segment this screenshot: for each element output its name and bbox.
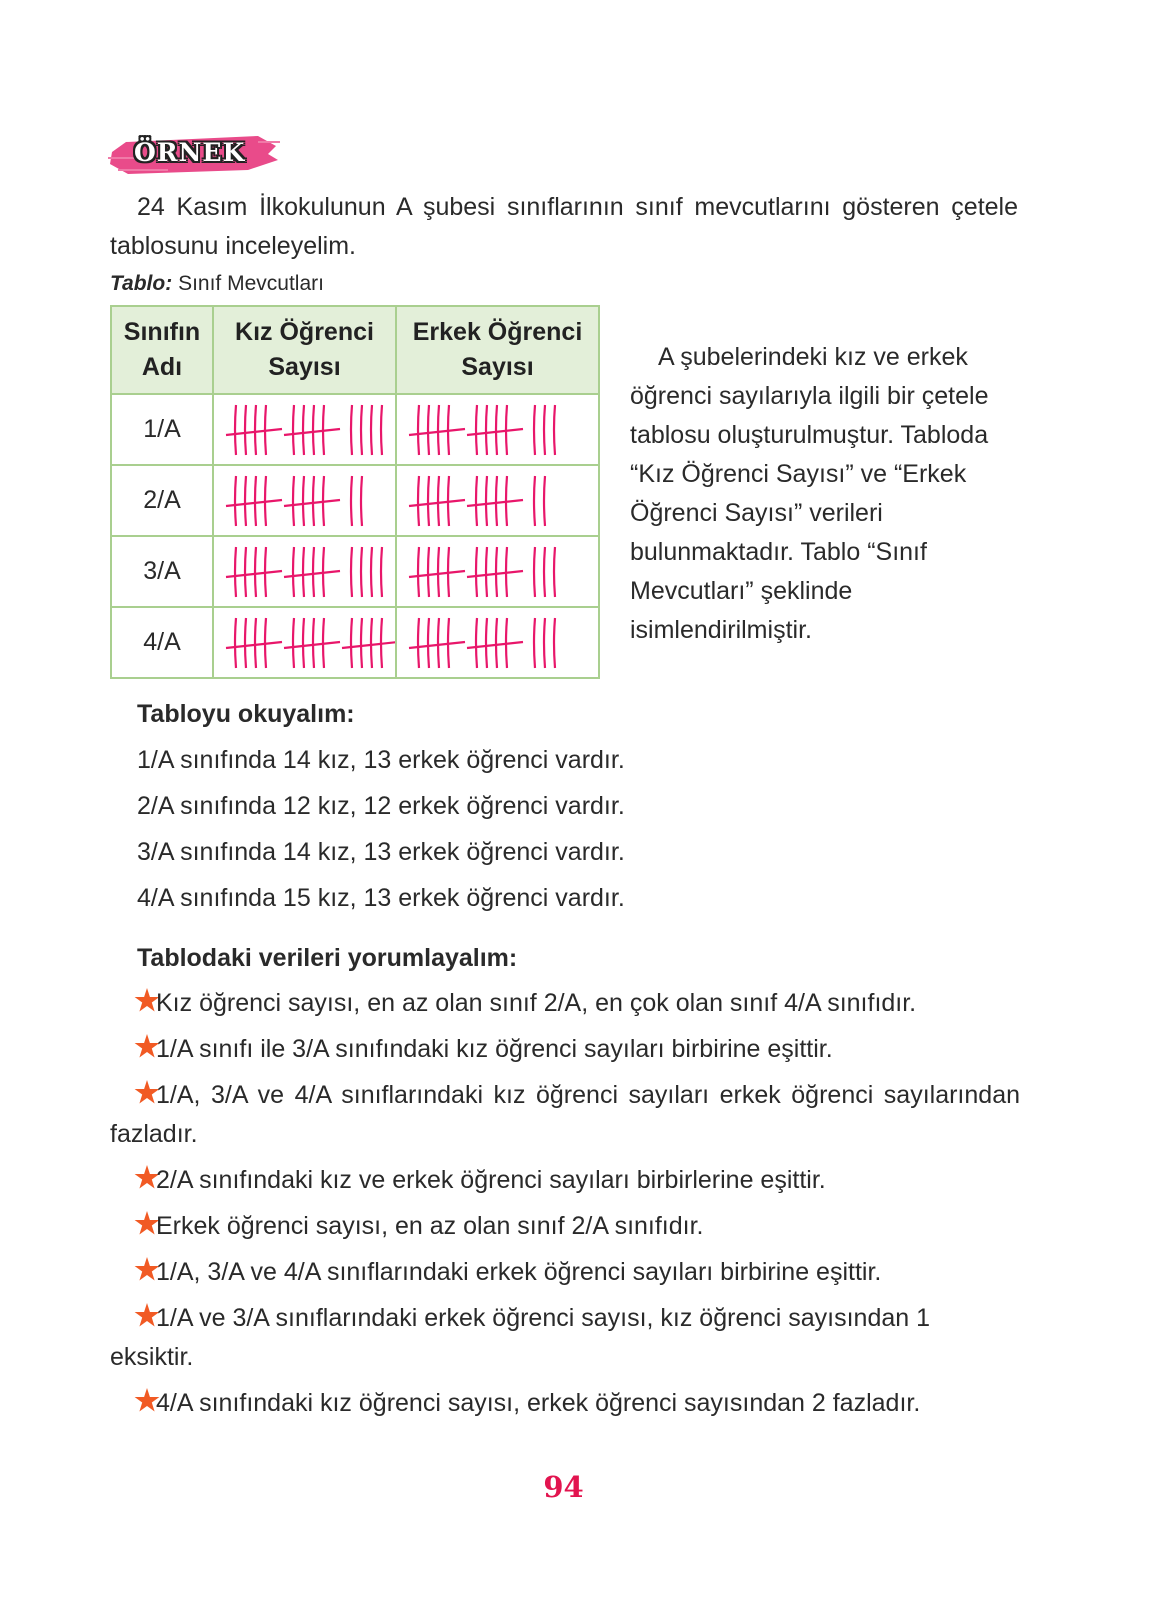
- interpret-title: Tablodaki verileri yorumlayalım:: [137, 944, 518, 972]
- tally-marks: [214, 395, 395, 464]
- table-row: [111, 607, 599, 678]
- tally-stroke: [544, 618, 545, 668]
- tally-stroke: [544, 476, 545, 526]
- bullet-item: [110, 1253, 1020, 1292]
- bullet-item: [110, 1076, 1020, 1154]
- tally-stroke: [235, 405, 236, 455]
- tally-stroke: [235, 547, 236, 597]
- star-icon: [110, 1299, 156, 1338]
- boys-tally: [396, 394, 599, 465]
- tally-stroke: [235, 476, 236, 526]
- class-name: 4/A: [111, 607, 213, 678]
- tally-stroke: [313, 476, 314, 526]
- class-name: 3/A: [111, 536, 213, 607]
- side-paragraph: [630, 338, 1015, 650]
- intro-text: 24 Kasım İlkokulunun A şubesi sınıflarının sınıf mevcutlarını gösteren çetele tablosunu inceleyelim.: [110, 193, 1018, 260]
- class-name: 1/A: [111, 394, 213, 465]
- tally-stroke: [486, 476, 487, 526]
- tally-stroke: [245, 618, 246, 668]
- header-girls: [213, 306, 396, 394]
- tally-stroke: [371, 405, 372, 455]
- tally-stroke: [293, 476, 294, 526]
- tally-stroke: [496, 618, 497, 668]
- star-icon: [110, 1384, 156, 1423]
- tally-stroke: [544, 405, 545, 455]
- tally-marks: [397, 395, 598, 464]
- side-text: A şubelerindeki kız ve erkek öğrenci sayılarıyla ilgili bir çetele tablosu oluşturulmuştur. Tabloda “Kız Öğrenci Sayısı” ve “Erkek Öğrenci Sayısı” verileri bulunmaktadır. Tablo “Sınıf Mevcutları” şeklinde isimlendirilmiştir.: [630, 343, 989, 644]
- tally-marks: [214, 537, 395, 606]
- tally-stroke: [438, 618, 439, 668]
- tally-stroke: [313, 405, 314, 455]
- tally-stroke: [245, 547, 246, 597]
- tally-stroke: [293, 618, 294, 668]
- tally-stroke: [235, 618, 236, 668]
- girls-tally: [213, 394, 396, 465]
- star-icon: [110, 1076, 156, 1115]
- tally-stroke: [303, 476, 304, 526]
- tally-table: [110, 305, 600, 679]
- bullet-text: 2/A sınıfındaki kız ve erkek öğrenci sayıları birbirlerine eşittir.: [156, 1166, 826, 1194]
- reading-line: 3/A sınıfında 14 kız, 13 erkek öğrenci vardır.: [137, 838, 625, 866]
- tally-stroke: [534, 618, 535, 668]
- girls-tally: [213, 465, 396, 536]
- header-boys: [396, 306, 599, 394]
- bullet-item: [110, 1299, 1020, 1377]
- caption-title: Sınıf Mevcutları: [178, 272, 324, 295]
- tally-stroke: [544, 547, 545, 597]
- table-row: [111, 465, 599, 536]
- tally-stroke: [486, 405, 487, 455]
- bullet-text: 4/A sınıfındaki kız öğrenci sayısı, erkek öğrenci sayısından 2 fazladır.: [156, 1389, 921, 1417]
- tally-stroke: [476, 476, 477, 526]
- tally-stroke: [255, 476, 256, 526]
- tally-stroke: [418, 476, 419, 526]
- tally-stroke: [418, 547, 419, 597]
- bullet-item: [110, 1161, 1020, 1200]
- tally-stroke: [496, 476, 497, 526]
- table-row: [111, 394, 599, 465]
- header-text: Kız Öğrenci: [235, 318, 374, 346]
- tally-stroke: [245, 476, 246, 526]
- intro-paragraph: [110, 188, 1018, 266]
- tally-stroke: [476, 547, 477, 597]
- girls-tally: [213, 607, 396, 678]
- header-text: Adı: [141, 353, 183, 381]
- reading-title: Tabloyu okuyalım:: [137, 700, 355, 728]
- tally-stroke: [418, 405, 419, 455]
- table-caption: [110, 272, 324, 296]
- tally-stroke: [428, 405, 429, 455]
- tally-stroke: [293, 405, 294, 455]
- bullet-item: [110, 1207, 1020, 1246]
- tally-stroke: [255, 618, 256, 668]
- tally-stroke: [313, 547, 314, 597]
- header-text: Sınıfın: [123, 318, 201, 346]
- table-row: [111, 536, 599, 607]
- bullet-text: 1/A sınıfı ile 3/A sınıfındaki kız öğrenci sayıları birbirine eşittir.: [156, 1035, 833, 1063]
- bullet-text: Erkek öğrenci sayısı, en az olan sınıf 2/A sınıfıdır.: [156, 1212, 704, 1240]
- tally-stroke: [303, 618, 304, 668]
- badge-label: ÖRNEK: [134, 138, 246, 167]
- header-text: Sayısı: [461, 353, 534, 381]
- tally-marks: [214, 608, 395, 677]
- tally-stroke: [428, 618, 429, 668]
- boys-tally: [396, 536, 599, 607]
- tally-stroke: [245, 405, 246, 455]
- boys-tally: [396, 607, 599, 678]
- tally-stroke: [534, 405, 535, 455]
- tally-stroke: [418, 618, 419, 668]
- bullet-text: 1/A, 3/A ve 4/A sınıflarındaki kız öğrenci sayıları erkek öğrenci sayılarından fazladır.: [110, 1081, 1020, 1148]
- header-text: Sayısı: [268, 353, 341, 381]
- tally-stroke: [381, 547, 382, 597]
- tally-stroke: [371, 547, 372, 597]
- tally-stroke: [496, 405, 497, 455]
- girls-tally: [213, 536, 396, 607]
- tally-stroke: [428, 547, 429, 597]
- page-number: 94: [543, 1470, 584, 1504]
- tally-stroke: [371, 618, 372, 668]
- boys-tally: [396, 465, 599, 536]
- bullet-text: Kız öğrenci sayısı, en az olan sınıf 2/A, en çok olan sınıf 4/A sınıfıdır.: [156, 989, 917, 1017]
- tally-marks: [214, 466, 395, 535]
- reading-line: 2/A sınıfında 12 kız, 12 erkek öğrenci vardır.: [137, 792, 625, 820]
- class-name: 2/A: [111, 465, 213, 536]
- tally-stroke: [486, 547, 487, 597]
- tally-stroke: [554, 618, 555, 668]
- star-icon: [110, 1161, 156, 1200]
- table-header-row: [111, 306, 599, 394]
- bullet-item: [110, 984, 1020, 1023]
- tally-marks: [397, 466, 598, 535]
- tally-stroke: [293, 547, 294, 597]
- bullet-text: 1/A ve 3/A sınıflarındaki erkek öğrenci sayısı, kız öğrenci sayısından 1 eksiktir.: [110, 1304, 931, 1371]
- tally-stroke: [476, 405, 477, 455]
- tally-stroke: [476, 618, 477, 668]
- tally-stroke: [438, 547, 439, 597]
- tally-stroke: [313, 618, 314, 668]
- tally-marks: [397, 537, 598, 606]
- caption-label: Tablo:: [110, 272, 173, 295]
- tally-stroke: [361, 405, 362, 455]
- tally-stroke: [438, 476, 439, 526]
- tally-stroke: [361, 476, 362, 526]
- tally-stroke: [351, 405, 352, 455]
- star-icon: [110, 984, 156, 1023]
- bullet-text: 1/A, 3/A ve 4/A sınıflarındaki erkek öğrenci sayıları birbirine eşittir.: [156, 1258, 882, 1286]
- tally-stroke: [303, 547, 304, 597]
- tally-stroke: [361, 618, 362, 668]
- header-class: [111, 306, 213, 394]
- tally-stroke: [255, 405, 256, 455]
- tally-stroke: [486, 618, 487, 668]
- tally-stroke: [351, 547, 352, 597]
- tally-stroke: [496, 547, 497, 597]
- tally-stroke: [534, 547, 535, 597]
- tally-marks: [397, 608, 598, 677]
- tally-stroke: [554, 405, 555, 455]
- tally-stroke: [554, 547, 555, 597]
- reading-line: 1/A sınıfında 14 kız, 13 erkek öğrenci vardır.: [137, 746, 625, 774]
- tally-stroke: [361, 547, 362, 597]
- star-icon: [110, 1253, 156, 1292]
- tally-stroke: [534, 476, 535, 526]
- reading-line: 4/A sınıfında 15 kız, 13 erkek öğrenci vardır.: [137, 884, 625, 912]
- tally-stroke: [381, 405, 382, 455]
- ornek-badge: [108, 130, 280, 176]
- tally-stroke: [351, 476, 352, 526]
- tally-stroke: [438, 405, 439, 455]
- tally-stroke: [428, 476, 429, 526]
- star-icon: [110, 1207, 156, 1246]
- tally-stroke: [351, 618, 352, 668]
- tally-stroke: [255, 547, 256, 597]
- header-text: Erkek Öğrenci: [412, 318, 583, 346]
- bullet-item: [110, 1384, 1020, 1423]
- star-icon: [110, 1030, 156, 1069]
- bullet-item: [110, 1030, 1020, 1069]
- tally-stroke: [303, 405, 304, 455]
